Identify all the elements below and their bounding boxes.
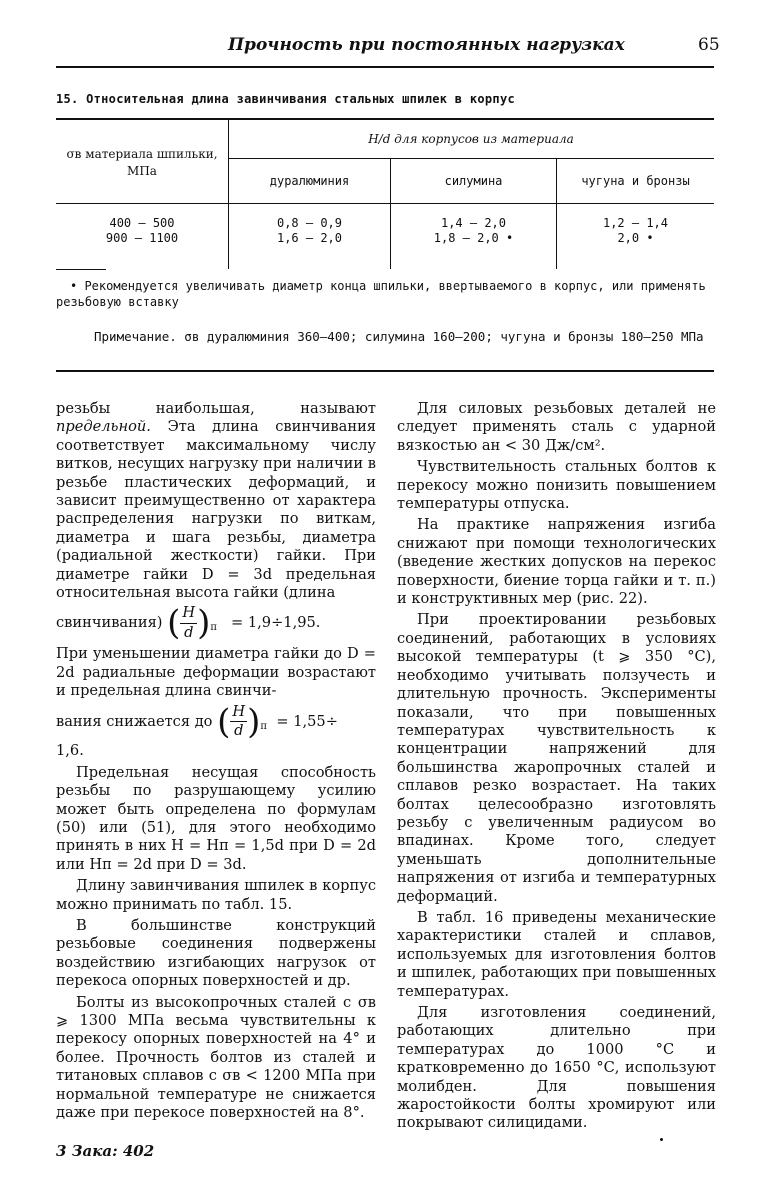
table-cell-sigma-1: 400 – 500 bbox=[109, 216, 175, 230]
table-subheader-dural: дуралюминия bbox=[269, 174, 350, 188]
fraction-subscript: п bbox=[260, 720, 268, 732]
table-subheader-silumin: силумина bbox=[444, 174, 503, 188]
paragraph: Для силовых резьбовых деталей не следует применять сталь с ударной вязкостью aн < 30 Дж/см². bbox=[397, 400, 716, 454]
paren-close: ) bbox=[197, 603, 211, 644]
fraction-h-over-d bbox=[180, 604, 197, 642]
table-header-bottom-rule bbox=[56, 203, 714, 204]
paragraph: Для изготовления соединений, работающих длительно при температурах до 1000 °С и кратковременно до 1650 °С, используют молибден. Для повышения жаростойкости болты хромируют или покрывают силицидами. bbox=[397, 1004, 716, 1132]
fraction-num: H bbox=[180, 604, 197, 623]
formula-value: = 1,9÷1,95. bbox=[231, 614, 321, 632]
text: При уменьшении диаметра гайки до D = 2d радиальные деформации возрастают и предельная длина свинчи- bbox=[56, 645, 376, 700]
paragraph: На практике напряжения изгиба снижают при помощи технологических (введение жестких допусков на перекос поверхности, биение торца гайки и т. п.) и конструктивных мер (рис. 22). bbox=[397, 516, 716, 608]
table-footnote: • Рекомендуется увеличивать диаметр конца шпильки, ввертываемого в корпус, или применять резьбовую вставку bbox=[56, 279, 706, 309]
left-column bbox=[56, 400, 376, 1125]
paragraph: Чувствительность стальных болтов к перекосу можно понизить повышением температуры отпуска. bbox=[397, 458, 716, 513]
paragraph: Длину завинчивания шпилек в корпус можно принимать по табл. 15. bbox=[56, 877, 376, 913]
paragraph: Болты из высокопрочных сталей с σв ⩾ 1300 МПа весьма чувствительны к перекосу опорных поверхностей на 4° и более. Прочность болтов из сталей и титановых сплавов с σв < 1200 МПа при нормальной температуре не снижается даже при перекосе поверхностей на 8°. bbox=[56, 993, 376, 1122]
table-top-rule bbox=[56, 118, 714, 120]
table-caption: 15. Относительная длина завинчивания стальных шпилек в корпус bbox=[56, 92, 516, 106]
table-cell-sigma-2: 900 – 1100 bbox=[105, 231, 179, 245]
printer-signature: 3 Зака: 402 bbox=[56, 1142, 155, 1160]
paragraph: При проектировании резьбовых соединений, работающих в условиях высокой температуры (t ⩾ 350 °С), необходимо учитывать ползучесть и длительную прочность. Эксперименты показали, что при повышенных температурах чувствительность к концентрации напряжений для большинства жаропрочных сталей и сплавов резко возрастает. На таких болтах целесообразно изготовлять резьбу с увеличенным радиусом во впадинах. Кроме того, следует уменьшать дополнительные напряжения от изгиба и температурных деформаций. bbox=[397, 611, 716, 905]
formula-line-1 bbox=[56, 604, 376, 642]
paragraph: Предельная несущая способность резьбы по разрушающему усилию может быть определена по формулам (50) или (51), для этого необходимо принять в них H = Hп = 1,5d при D = 2d или Hп = 2d при D = 3d. bbox=[56, 763, 376, 873]
header-rule bbox=[56, 66, 714, 68]
right-column bbox=[397, 400, 716, 1136]
text: 1,6. bbox=[56, 742, 84, 760]
table-cell-castiron-2: 2,0 • bbox=[617, 231, 654, 245]
formula-value: = 1,55÷ bbox=[276, 712, 338, 730]
text: резьбы наибольшая, называют bbox=[56, 400, 376, 417]
table-col1-header: σв материала шпильки, МПа bbox=[66, 147, 218, 178]
print-speck bbox=[660, 1138, 663, 1141]
formula-label: свинчивания) bbox=[56, 614, 163, 632]
table-note: Примечание. σв дуралюминия 360—400; силумина 160—200; чугуна и бронзы 180—250 МПа bbox=[94, 329, 704, 344]
fraction-subscript: п bbox=[210, 622, 218, 634]
table-bottom-rule bbox=[56, 370, 714, 372]
paren-open: ( bbox=[167, 603, 181, 644]
page-number: 65 bbox=[698, 35, 720, 55]
running-header-title: Прочность при постоянных нагрузках bbox=[228, 35, 625, 55]
fraction-h-over-d bbox=[230, 703, 247, 741]
formula-label: вания снижается до bbox=[56, 712, 213, 730]
table-subheader-castiron: чугуна и бронзы bbox=[581, 174, 690, 188]
table-cell-dural-2: 1,6 – 2,0 bbox=[276, 231, 343, 245]
fraction-num: H bbox=[230, 703, 247, 722]
fraction-den: d bbox=[234, 721, 244, 739]
term-emphasis: предельной. bbox=[56, 418, 151, 436]
table-cell-silumin-1: 1,4 – 2,0 bbox=[440, 216, 507, 230]
footnote-rule bbox=[56, 269, 106, 270]
table-group-header: H/d для корпусов из материала bbox=[368, 132, 574, 146]
paren-open: ( bbox=[217, 701, 231, 742]
paragraph: В большинстве конструкций резьбовые соединения подвержены воздействию изгибающих нагрузок от перекоса опорных поверхностей и др. bbox=[56, 916, 376, 990]
table-subheader-rule bbox=[228, 158, 714, 159]
fraction-den: d bbox=[184, 623, 194, 641]
table-cell-silumin-2: 1,8 – 2,0 • bbox=[433, 231, 514, 245]
formula-line-2 bbox=[56, 703, 376, 741]
table-cell-dural-1: 0,8 – 0,9 bbox=[276, 216, 343, 230]
paragraph: В табл. 16 приведены механические характеристики сталей и сплавов, используемых для изготовления болтов и шпилек, работающих при повышенных температурах. bbox=[397, 908, 716, 1000]
text: Эта длина свинчивания соответствует максимальному числу витков, несущих нагрузку при наличии в резьбе пластических деформаций, и зависит преимущественно от характера распределения нагрузки по виткам, диаметра и шага резьбы, диаметра (радиальной жесткости) гайки. При диаметре гайки D = 3d предельная относительная высота гайки (длина bbox=[56, 418, 376, 602]
paren-close: ) bbox=[247, 701, 261, 742]
table-cell-castiron-1: 1,2 – 1,4 bbox=[602, 216, 669, 230]
